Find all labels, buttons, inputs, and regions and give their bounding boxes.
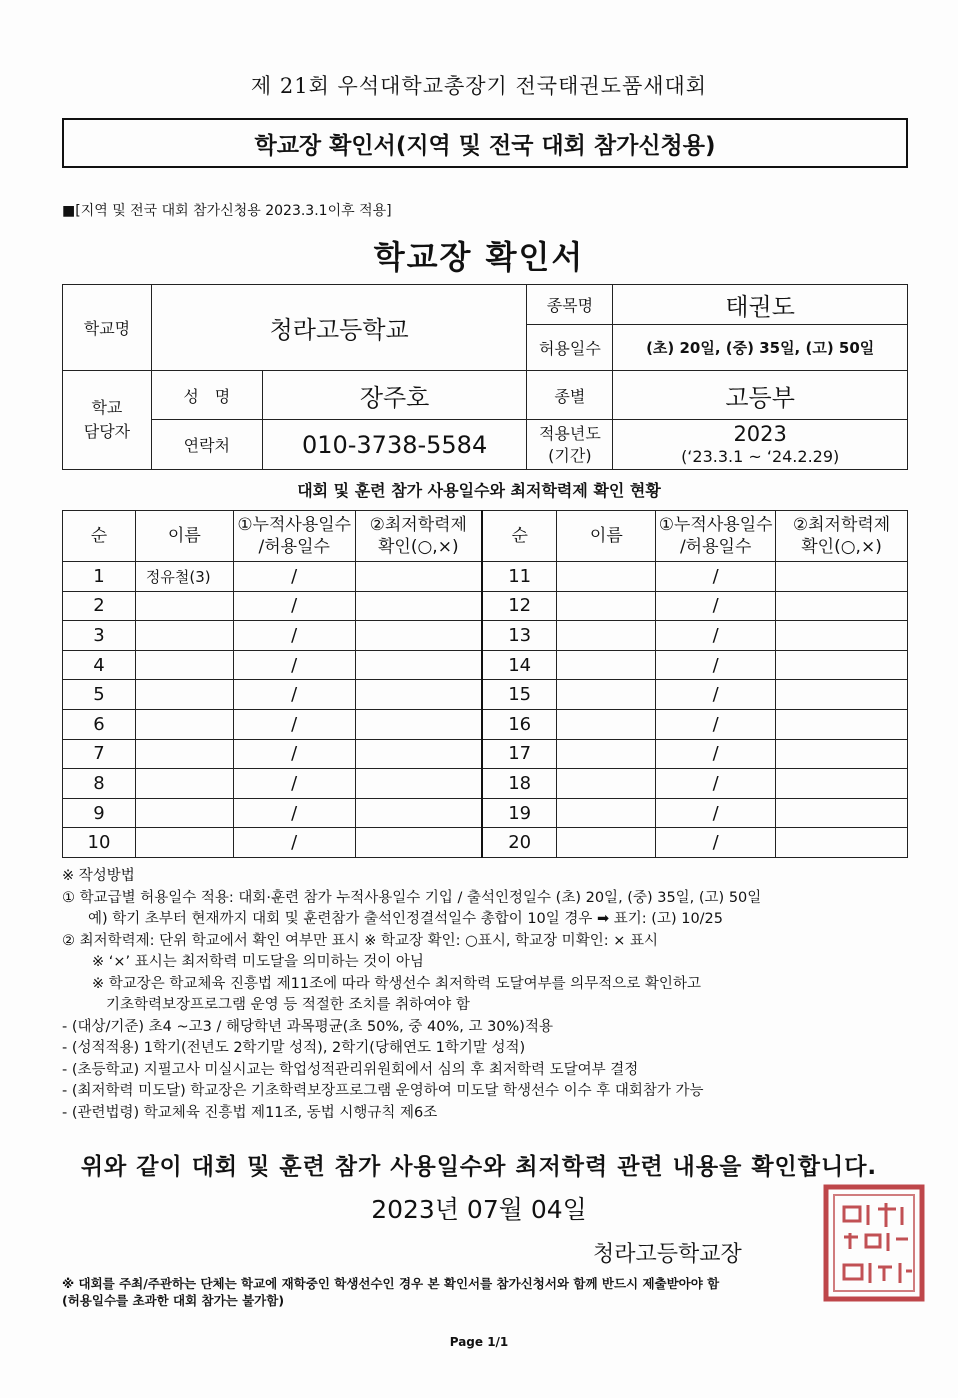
event-value: 태권도	[613, 285, 908, 325]
year-value: 2023	[733, 421, 787, 446]
info-table	[62, 284, 908, 470]
academic-check-cell	[355, 769, 482, 799]
school-value: 청라고등학교	[151, 285, 527, 371]
instruction-line: ※ ‘×’ 표시는 최저학력 미도달을 의미하는 것이 아님	[92, 954, 424, 970]
year-label: 적용년도 (기간)	[527, 420, 613, 470]
contact-value: 010-3738-5584	[262, 420, 527, 470]
instructions	[62, 866, 912, 1124]
participant-name	[135, 680, 233, 710]
row-number: 5	[63, 680, 136, 710]
instruction-line: ※ 학교장은 학교체육 진흥법 제11조에 따라 학생선수 최저학력 도달여부를 의무적으로 확인하고	[92, 975, 701, 992]
row-number: 19	[482, 798, 557, 828]
participant-name	[557, 562, 656, 592]
academic-check-cell	[355, 650, 482, 680]
header-no: 순	[482, 511, 557, 562]
row-number: 3	[63, 621, 136, 651]
table-row	[63, 769, 908, 799]
participant-name	[557, 828, 656, 858]
row-number: 11	[482, 562, 557, 592]
participant-name	[135, 591, 233, 621]
division-label: 종별	[527, 371, 613, 420]
used-days-cell: /	[656, 650, 776, 680]
school-label: 학교명	[63, 285, 152, 371]
used-days-cell: /	[656, 591, 776, 621]
instruction-line: - (최저학력 미도달) 학교장은 기초학력보장프로그램 운영하여 미도달 학생선수 이수 후 대회참가 가능	[62, 1083, 704, 1099]
row-number: 18	[482, 769, 557, 799]
academic-check-cell	[776, 680, 908, 710]
table-row	[63, 650, 908, 680]
document-title: 학교장 확인서(지역 및 전국 대회 참가신청용)	[254, 132, 716, 159]
footnote	[62, 1275, 719, 1309]
academic-check-cell	[355, 591, 482, 621]
academic-check-cell	[776, 769, 908, 799]
used-days-cell: /	[656, 621, 776, 651]
academic-check-cell	[355, 709, 482, 739]
table-row	[63, 591, 908, 621]
official-seal-stamp	[822, 1183, 926, 1303]
row-number: 20	[482, 828, 557, 858]
participant-name	[135, 769, 233, 799]
division-value: 고등부	[613, 371, 908, 420]
participant-name	[135, 621, 233, 651]
period-value: (‘23.3.1 ~ ‘24.2.29)	[681, 446, 840, 466]
used-days-cell: /	[656, 798, 776, 828]
used-days-cell: /	[233, 562, 355, 592]
header-days: ①누적사용일수 /허용일수	[233, 511, 355, 562]
manager-label: 학교 담당자	[63, 371, 152, 470]
participant-name	[557, 739, 656, 769]
contact-label: 연락처	[151, 420, 262, 470]
row-number: 15	[482, 680, 557, 710]
year-cell	[613, 420, 908, 470]
used-days-cell: /	[233, 798, 355, 828]
academic-check-cell	[776, 650, 908, 680]
event-title: 제 21회 우석대학교총장기 전국태권도품새대회	[250, 74, 708, 98]
row-number: 16	[482, 709, 557, 739]
confirm-statement: 위와 같이 대회 및 훈련 참가 사용일수와 최저학력 관련 내용을 확인합니다.	[80, 1154, 878, 1180]
row-number: 13	[482, 621, 557, 651]
table-row	[63, 562, 908, 592]
header-no: 순	[63, 511, 136, 562]
academic-check-cell	[776, 739, 908, 769]
used-days-cell: /	[656, 739, 776, 769]
header-days: ①누적사용일수 /허용일수	[656, 511, 776, 562]
academic-check-cell	[355, 621, 482, 651]
used-days-cell: /	[233, 769, 355, 799]
participant-name	[557, 650, 656, 680]
row-number: 4	[63, 650, 136, 680]
name-value: 장주호	[262, 371, 527, 420]
participant-name	[135, 709, 233, 739]
participant-name	[557, 769, 656, 799]
academic-check-cell	[776, 798, 908, 828]
instruction-line: - (초등학교) 지필고사 미실시교는 학업성적관리위원회에서 심의 후 최저학력 도달여부 결정	[62, 1061, 639, 1078]
table-row	[63, 680, 908, 710]
header-academic: ②최저학력제 확인(○,×)	[776, 511, 908, 562]
used-days-cell: /	[656, 828, 776, 858]
participant-name	[557, 621, 656, 651]
academic-check-cell	[355, 562, 482, 592]
table-row	[63, 798, 908, 828]
used-days-cell: /	[233, 680, 355, 710]
academic-check-cell	[355, 828, 482, 858]
used-days-cell: /	[233, 828, 355, 858]
header-academic: ②최저학력제 확인(○,×)	[355, 511, 482, 562]
row-number: 6	[63, 709, 136, 739]
allowed-value: (초) 20일, (중) 35일, (고) 50일	[613, 325, 908, 371]
used-days-cell: /	[656, 769, 776, 799]
row-number: 1	[63, 562, 136, 592]
name-label: 성 명	[151, 371, 262, 420]
academic-check-cell	[776, 709, 908, 739]
participant-name	[135, 650, 233, 680]
issue-date: 2023년 07월 04일	[371, 1195, 587, 1224]
instruction-line: 기초학력보장프로그램 운영 등 적절한 조치를 취하여야 함	[106, 997, 470, 1013]
academic-check-cell	[776, 562, 908, 592]
used-days-cell: /	[233, 709, 355, 739]
participant-name	[557, 591, 656, 621]
table-row	[63, 621, 908, 651]
row-number: 2	[63, 591, 136, 621]
footnote-line: ※ 대회를 주최/주관하는 단체는 학교에 재학중인 학생선수인 경우 본 확인서를 참가신청서와 함께 반드시 제출받아야 함	[62, 1276, 720, 1291]
academic-check-cell	[355, 739, 482, 769]
used-days-cell: /	[233, 650, 355, 680]
instruction-line: ① 학교급별 허용일수 적용: 대회·훈련 참가 누적사용일수 기입 / 출석인정일수 (초) 20일, (중) 35일, (고) 50일	[62, 889, 762, 906]
used-days-cell: /	[233, 621, 355, 651]
academic-check-cell	[776, 828, 908, 858]
academic-check-cell	[355, 680, 482, 710]
row-number: 9	[63, 798, 136, 828]
used-days-cell: /	[233, 739, 355, 769]
participant-name	[557, 680, 656, 710]
principal-name: 청라고등학교장	[593, 1242, 742, 1267]
row-number: 12	[482, 591, 557, 621]
participant-table	[62, 510, 908, 858]
table-row	[63, 739, 908, 769]
participant-name	[135, 739, 233, 769]
instruction-line: - (대상/기준) 초4 ~고3 / 해당학년 과목평균(초 50%, 중 40%, 고 30%)적용	[62, 1018, 553, 1035]
instructions-title: ※ 작성방법	[62, 868, 135, 884]
table-row	[63, 709, 908, 739]
instruction-line: 예) 학기 초부터 현재까지 대회 및 훈련참가 출석인정결석일수 총합이 10일 경우 ➡ 표기: (고) 10/25	[88, 911, 724, 927]
academic-check-cell	[776, 621, 908, 651]
row-number: 17	[482, 739, 557, 769]
participant-name	[135, 798, 233, 828]
participant-name: 정유철(3)	[135, 562, 233, 592]
used-days-cell: /	[656, 709, 776, 739]
used-days-cell: /	[656, 680, 776, 710]
page-number: Page 1/1	[449, 1335, 509, 1349]
allowed-label: 허용일수	[527, 325, 613, 371]
notice-line: ■[지역 및 전국 대회 참가신청용 2023.3.1이후 적용]	[62, 203, 392, 219]
row-number: 8	[63, 769, 136, 799]
instruction-line: ② 최저학력제: 단위 학교에서 확인 여부만 표시 ※ 학교장 확인: ○표시, 학교장 미확인: × 표시	[62, 932, 658, 949]
participant-name	[557, 798, 656, 828]
header-name: 이름	[135, 511, 233, 562]
used-days-cell: /	[656, 562, 776, 592]
row-number: 7	[63, 739, 136, 769]
used-days-cell: /	[233, 591, 355, 621]
participant-name	[135, 828, 233, 858]
row-number: 14	[482, 650, 557, 680]
event-label: 종목명	[527, 285, 613, 325]
participant-name	[557, 709, 656, 739]
document-title-box	[62, 118, 908, 168]
academic-check-cell	[355, 798, 482, 828]
main-title: 학교장 확인서	[373, 238, 585, 276]
instruction-line: - (관련법령) 학교체육 진흥법 제11조, 동법 시행규칙 제6조	[62, 1104, 438, 1121]
header-name: 이름	[557, 511, 656, 562]
footnote-line: (허용일수를 초과한 대회 참가는 불가함)	[62, 1293, 285, 1308]
academic-check-cell	[776, 591, 908, 621]
instruction-line: - (성적적용) 1학기(전년도 2학기말 성적), 2학기(당해연도 1학기말 성적)	[62, 1040, 526, 1056]
row-number: 10	[63, 828, 136, 858]
table-row	[63, 828, 908, 858]
status-title: 대회 및 훈련 참가 사용일수와 최저학력제 확인 현황	[297, 481, 661, 500]
